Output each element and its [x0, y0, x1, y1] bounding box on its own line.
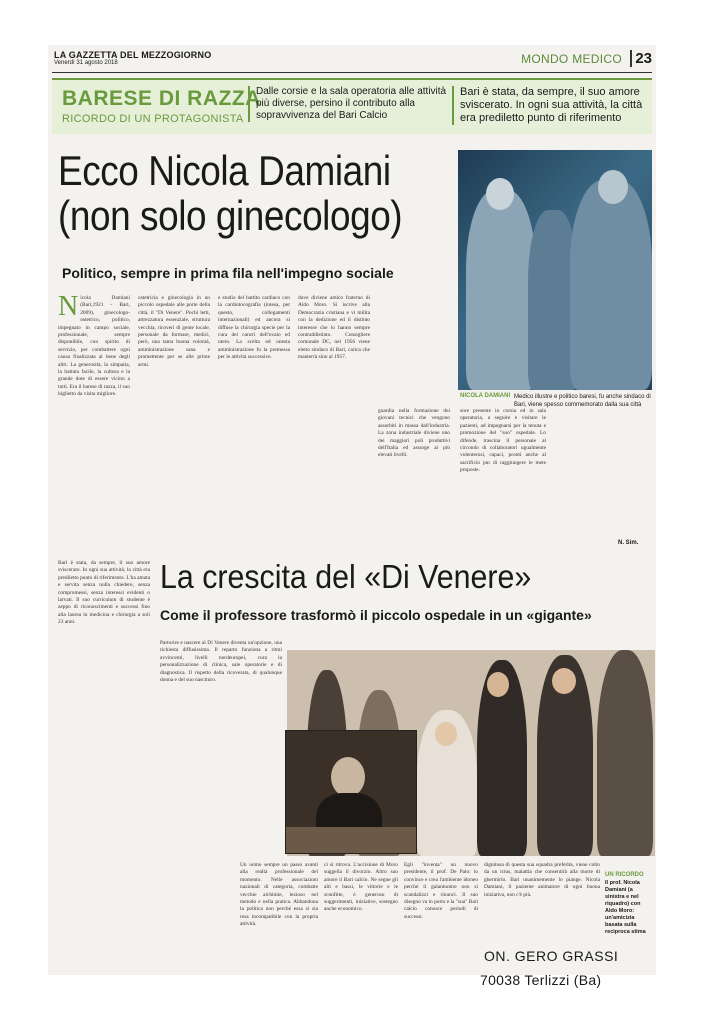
article2-column-3: Un uomo sempre un passo avanti alla realtà professionale del momento. Nelle associazioni nazionali di categoria, combatte vecchie alchimie, lezioso nel metodo e nella pratica. Abbandona la politica non perché essa si sia resa incompatibile con la propria attività.: [240, 862, 318, 928]
article1-caption: Medico illustre e politico baresi, fu anche sindaco di Bari, viene spesso commemorato dalla sua città: [514, 394, 651, 408]
article1-caption-tag: NICOLA DAMIANI: [460, 393, 511, 399]
article2-subheadline: Come il professore trasformò il piccolo ospedale in un «gigante»: [160, 607, 592, 623]
article1-photo: [458, 150, 652, 390]
stamp-address: 70038 Terlizzi (Ba): [480, 972, 602, 988]
article1-column-5: guardia nella formazione dei giovani tecnici che vengono assorbiti in massa dall'industria. La zona industriale diviene uno dei maggiori poli produttivi dell'Italia ed assorge ai più elevati livelli.: [378, 408, 450, 459]
stamp-name: ON. GERO GRASSI: [484, 948, 619, 964]
article2-inset-photo: [285, 730, 417, 854]
section-banner: [52, 78, 652, 134]
article2-caption-tag: UN RICORDO: [605, 872, 644, 878]
article1-headline: Ecco Nicola Damiani (non solo ginecologo): [58, 147, 403, 239]
article1-column-2: ostetricia e ginecologia in un piccolo ospedale alle porte della città, il "Di Venere". Pochi letti, attrezzatura essenziale, struttura vecchia, ricoveri di gente locale, personale da formare, medici, però, una tanta buona volontà, amministrazione sana e promettente per se alle prime armi.: [138, 295, 210, 368]
dropcap: N: [58, 295, 79, 322]
banner-subtitle: RICORDO DI UN PROTAGONISTA: [62, 113, 244, 125]
article2-caption: Il prof. Nicola Damiani (a sinistra e nel riquadro) con Aldo Moro: un'amicizia basata sulla reciproca stima: [605, 880, 646, 935]
article1-column-1: Nicola Damiani (Bari,1921 - Bari, 2009), ginecologo-ostetrico, politico, impegnato in campo sociale, professionale, sempre disponibile, con spirito di servizio, per combattere ogni causa finalizzata al bene degli altri. La generosità, la simpatia, la battuta facile, la cultura e la grande dote di essere vicino a tutti. Era il barese di razza, il suo biglietto da visita migliore.: [58, 295, 130, 398]
issue-date: Venerdì 31 agosto 2018: [54, 60, 118, 66]
page-number: 23: [630, 50, 652, 67]
article2-column-6: dignitosa di questa sua squadra preferita, viene colto da un ictus, malattia che consentirà alla morte di ghermirlo. Bari unanimemente lo piange. Nicola Damiani, il paziente animatore di ogni buona iniziativa, non c'è più.: [484, 862, 600, 898]
banner-quote-right: Bari è stata, da sempre, il suo amore sviscerato. In ogni sua attività, la città era prediletto punto di riferimento: [452, 86, 652, 125]
article1-column-3: e studio del battito cardiaco con la cardiotocografia (intesa, per questo, collegamenti internazionali) ed ancora si diffuse la chirurgia specie per la cura dei cancri dell'ovaio ed utero. La scelta ed onesta amministrazione fu la premessa per le attività successive.: [218, 295, 290, 361]
masthead: [52, 50, 652, 73]
section-name: MONDO MEDICO: [521, 52, 622, 66]
article2-headline: La crescita del «Di Venere»: [160, 558, 532, 595]
article2-column-2: Partorire e nascere al Di Venere diventa un'opzione, una richiesta diffusissima. Il reparto funziona a ritmi avvincenti, livelli nordeuropei, cura la personalizzazione di clinica, sale operatorie e di diagnostica. Il rispetto della ricoverata, di qualunque donna e del suo nascituro.: [160, 640, 282, 684]
banner-title: BARESE DI RAZZA: [62, 87, 261, 110]
banner-quote-left: Dalle corsie e la sala operatoria alle attività più diverse, persino il contributo alla sopravvivenza del Bari Calcio: [248, 86, 452, 122]
article1-column-6: sore presente in corsia ed in sala operatoria, a seguire e visitare le pazienti, ad impegnarsi per la tenuta e promozione del "suo" ospedale. Lo difende, trascina il personale al circondo di collaboratori ugualmente volenterosi, capaci, pronti anche al sacrificio pur di raggiungere le mete proposte.: [460, 408, 546, 474]
article1-signature: N. Sim.: [618, 540, 639, 546]
newspaper-name: LA GAZZETTA DEL MEZZOGIORNO: [54, 50, 212, 60]
article2-column-1: Bari è stata, da sempre, il suo amore sviscerato. In ogni sua attività, la città era prediletto punto di riferimento. L'ha amata e servita senza nulla chiedere, senza compromessi, senza interessi evidenti o larvati. Il suo curriculum di studente è zeppo di riconoscimenti e successi fino alla laurea in medicina e chirurgia a soli 23 anni.: [58, 560, 150, 626]
article1-column-4: dove diviene amico fraterno di Aldo Moro. Si iscrive alla Democrazia cristiana e vi milita con la dedizione ed il distinto interesse che lo hanno sempre contraddistinto. Consigliere comunale DC, nel 1956 viene eletto sindaco di Bari, carica che manterrà sino al 1957.: [298, 295, 370, 361]
article1-subheadline: Politico, sempre in prima fila nell'impegno sociale: [62, 265, 394, 281]
article2-column-5: Egli "inventa" un nuovo presidente, il prof. De Palo: lo convince e crea l'ambiente idoneo perché il galantuomo non si scandalizzi e rinunci. Il suo disegno va in porto e la "sua" Bari calcio conosce periodi di successi.: [404, 862, 478, 920]
article2-column-4: ci si ritrova. L'uccisione di Moro suggella il divorzio. Altro suo amore il Bari calcio. Ne segue gli alti e bassi, le vittorie e le sconfitte, è generoso di suggerimenti, iniziative, sostegno anche economico.: [324, 862, 398, 913]
